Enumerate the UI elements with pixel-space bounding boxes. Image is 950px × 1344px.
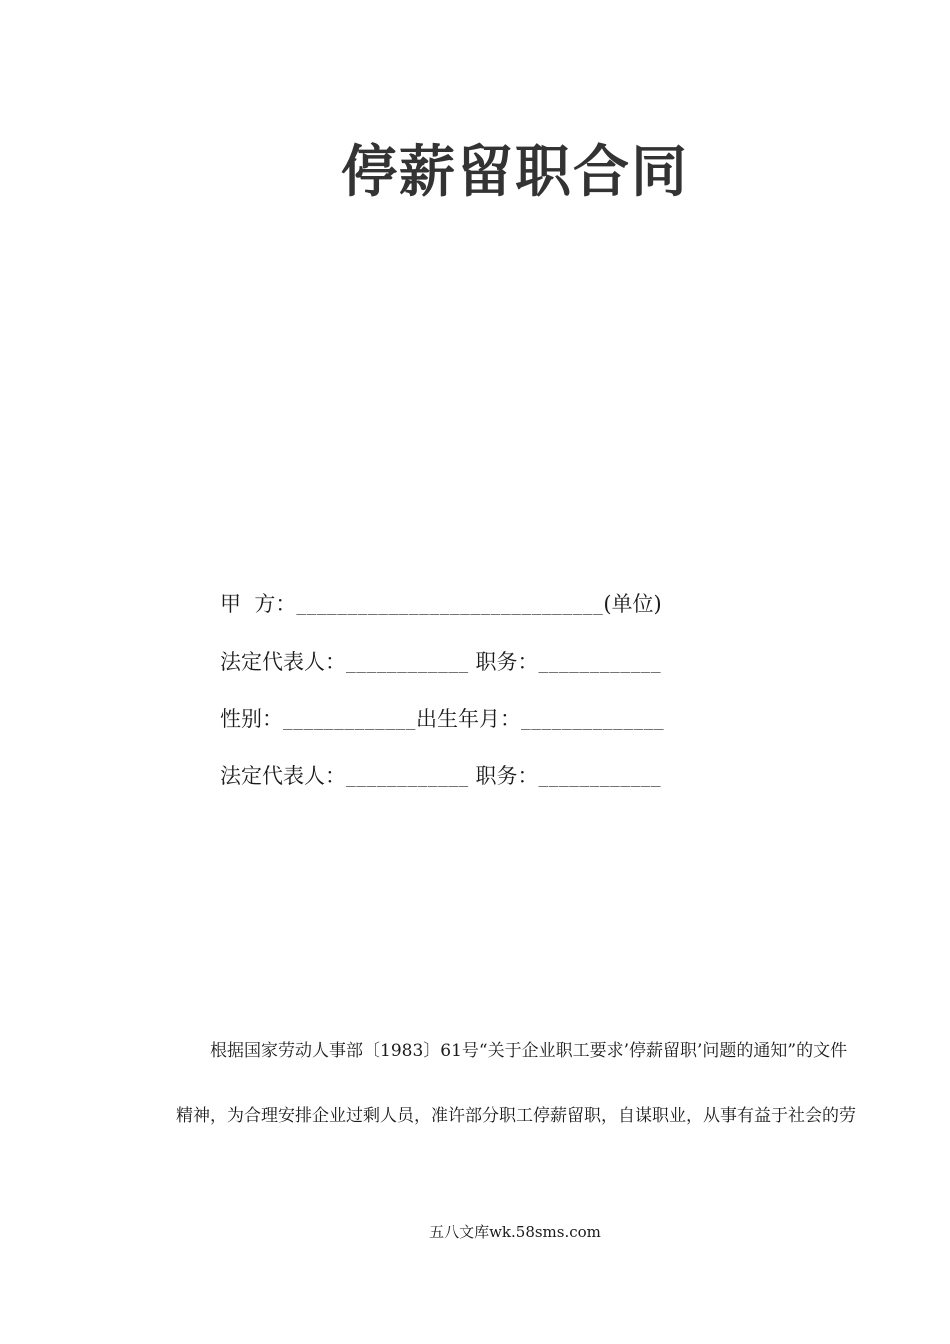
gender-blank: _____________ <box>283 711 417 730</box>
party-a-suffix: (单位) <box>603 592 662 616</box>
footer-watermark: 五八文库wk.58sms.com <box>429 1223 601 1241</box>
party-a-row <box>220 588 662 618</box>
paragraph-line-1: 根据国家劳动人事部〔1983〕61号“关于企业职工要求’停薪留职’问题的通知”的文件 <box>210 1041 848 1061</box>
paragraph-line-2: 精神，为合理安排企业过剩人员，准许部分职工停薪留职，自谋职业，从事有益于社会的劳 <box>176 1106 856 1126</box>
position-label-1: 职务： <box>475 650 539 674</box>
legal-rep-label-2: 法定代表人： <box>220 764 346 788</box>
legal-rep-row-2 <box>220 760 661 790</box>
gender-row <box>220 703 664 733</box>
legal-rep-blank-1: ____________ <box>346 654 469 673</box>
legal-rep-blank-2: ____________ <box>346 768 469 787</box>
legal-rep-row-1 <box>220 646 661 676</box>
document-title: 停薪留职合同 <box>341 140 689 205</box>
birth-blank: ______________ <box>521 711 665 730</box>
position-label-2: 职务： <box>475 764 539 788</box>
position-blank-1: ____________ <box>538 654 662 673</box>
position-blank-2: ____________ <box>538 768 662 787</box>
legal-rep-label-1: 法定代表人： <box>220 650 346 674</box>
party-a-label: 甲 方： <box>220 592 297 616</box>
party-a-blank: ______________________________ <box>296 596 604 615</box>
birth-label: 出生年月： <box>416 707 522 731</box>
gender-label: 性别： <box>220 707 283 731</box>
